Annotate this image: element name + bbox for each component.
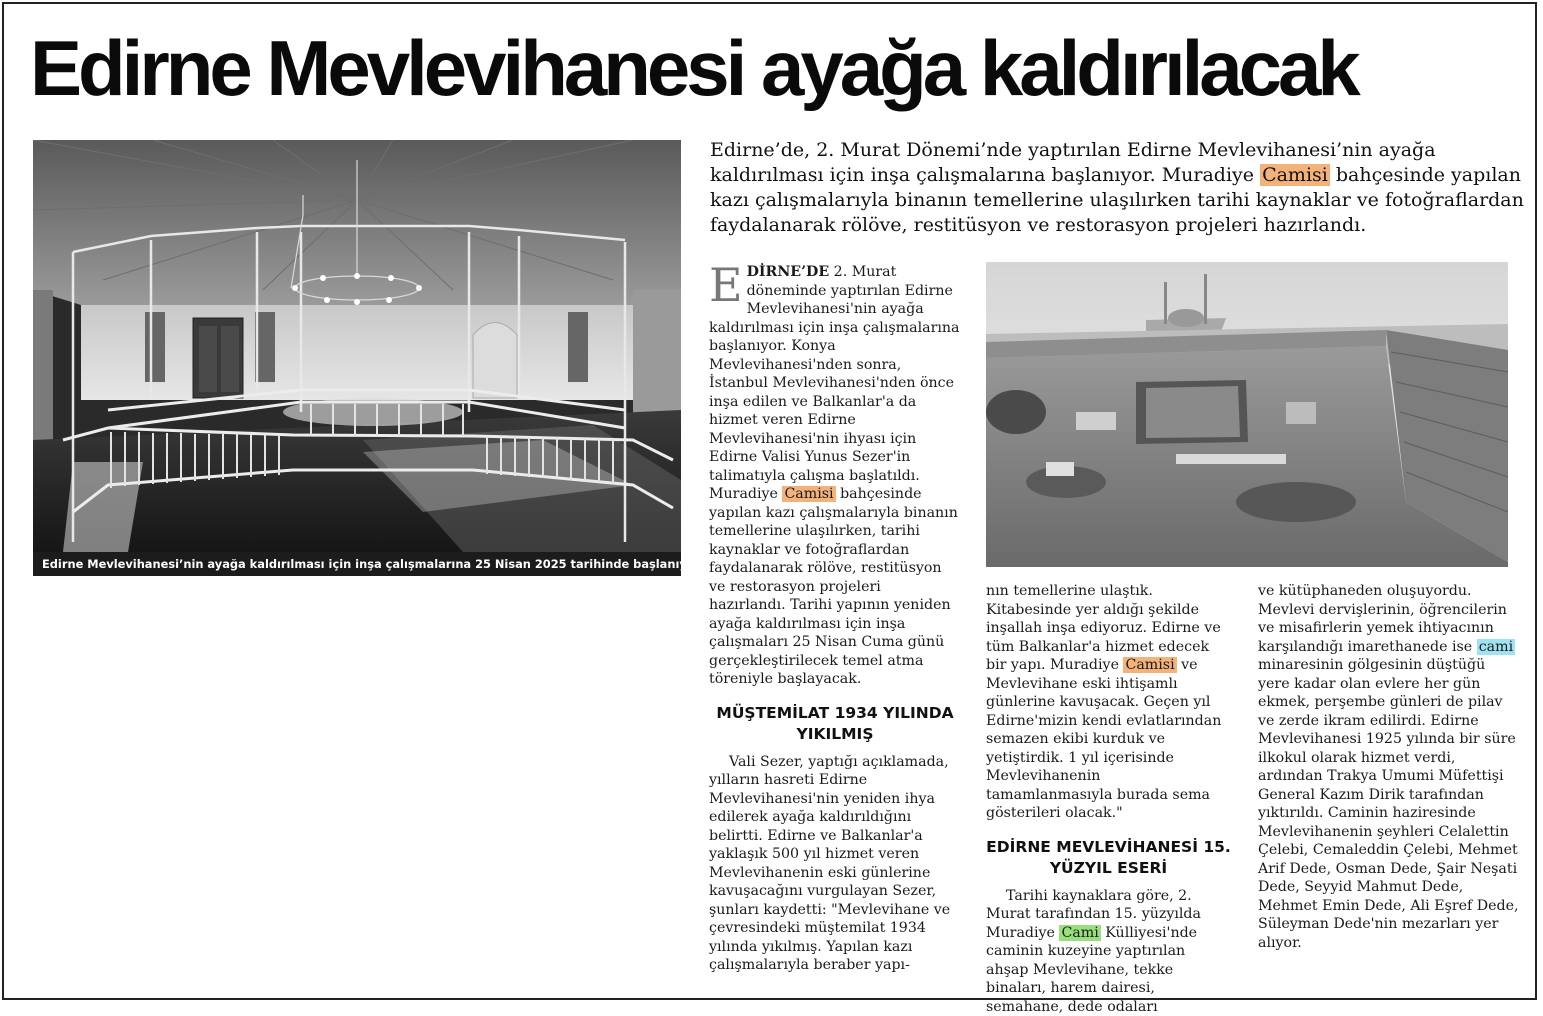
body-text: nın temellerine ulaştık. Kitabesinde yer aldığı şekilde inşallah inşa ediyoruz. Edirne ve tüm Balkanlar'a hizmet edecek bir yapı. Muradiye xyxy=(986,583,1221,673)
body-text: minaresinin gölgesinin düştüğü yere kadar olan evlere her gün ekmek, perşembe günleri de pilav ve zerde ikram edilirdi. Edirne Mevlevihanesi 1925 yılında bir süre ilkokul olarak hizmet verdi, ardından Trakya Umumi Müfettişi General Kazım Dirik tarafından yıktırıldı. Caminin haziresinde Mevlevihanenin şeyhleri Celalettin Çelebi, Cemaleddin Çelebi, Mehmet Arif Dede, Osman Dede, Şair Neşati Dede, Seyyid Mahmut Dede, Mehmet Emin Dede, Ali Eşref Dede, Süleyman Dede'nin mezarları yer alıyor. xyxy=(1258,657,1519,951)
highlight-camisi: Camisi xyxy=(1260,164,1330,186)
body-text: ve Mevlevihane eski ihtişamlı günlerine kavuşacak. Geçen yıl Edirne'mizin kendi evlatlarından semazen ekibi kurduk ve yetiştirdik. 1 yıl içerisinde Mevlevihanenin tamamlanmasıyla burada sema gösterileri olacak." xyxy=(986,657,1221,821)
headline: Edirne Mevlevihanesi ayağa kaldırılacak xyxy=(30,18,1520,118)
subheading-15-yuzyil: EDİRNE MEVLEVİHANESİ 15. YÜZYIL ESERİ xyxy=(986,837,1231,879)
lead-paragraph xyxy=(710,138,1525,238)
drop-cap: E xyxy=(709,265,743,305)
highlight-camisi: Camisi xyxy=(1123,657,1176,673)
body-text: bahçesinde yapılan kazı çalışmalarıyla binanın temellerine ulaşılırken, tarihi kaynaklar ve fotoğraflardan faydalanarak rölöve, restitüsyon ve restorasyon projeleri hazırlandı. Tarihi yapının yeniden ayağa kaldırılması için inşa çalışmaları 25 Nisan Cuma günü gerçekleştirilecek temel atma töreniyle başlayacak. xyxy=(709,486,958,687)
highlight-camisi: Camisi xyxy=(782,486,835,502)
highlight-cami: Cami xyxy=(1059,925,1100,941)
lead-text-start: Edirne’de, 2. Murat Dönemi’nde yaptırılan Edirne Mevlevihanesi’nin ayağa kaldırılması için inşa çalışmalarına başlanıyor. Muradiye xyxy=(710,139,1436,186)
lead-text-end: bahçesinde yapılan kazı çalışmalarıyla binanın temellerine ulaşılırken tarihi kaynaklar ve fotoğraflardan faydalanarak rölöve, restitüsyon ve restorasyon projeleri hazırlandı. xyxy=(710,164,1524,236)
body-column-2 xyxy=(986,582,1231,1016)
subheading-mustemilat: MÜŞTEMİLAT 1934 YILINDA YIKILMIŞ xyxy=(709,703,961,745)
body-column-3 xyxy=(1258,582,1520,952)
body-text: Külliyesi'nde caminin kuzeyine yaptırılan ahşap Mevlevihane, tekke binaları, harem dairesi, semahane, dede odaları xyxy=(986,925,1197,1015)
body-paragraph xyxy=(986,887,1231,1016)
lead-in: DİRNE’DE xyxy=(747,264,830,280)
body-text: ve kütüphaneden oluşuyordu. Mevlevi dervişlerinin, öğrencilerin ve misafirlerin yemek ihtiyacının karşılandığı imarethanede ise xyxy=(1258,583,1507,655)
body-paragraph-intro xyxy=(709,263,961,689)
excavation-site-photo xyxy=(986,262,1508,567)
body-text: Tarihi kaynaklara göre, 2. Murat tarafından 15. yüzyılda Muradiye xyxy=(986,888,1201,941)
photo-caption: Edirne Mevlevihanesi’nin ayağa kaldırılması için inşa çalışmalarına 25 Nisan 2025 tarihinde başlanıyor. xyxy=(33,552,681,576)
body-text: 2. Murat döneminde yaptırılan Edirne Mevlevihanesi'nin ayağa kaldırılması için inşa çalışmalarına başlanıyor. Konya Mevlevihanesi'nden sonra, İstanbul Mevlevihanesi'nden önce inşa edilen ve Balkanlar'a da hizmet veren Edirne Mevlevihanesi'nin ihyası için Edirne Valisi Yunus Sezer'in talimatıyla çalışma başlatıldı. Muradiye xyxy=(709,264,959,502)
semahane-interior-photo xyxy=(33,140,681,552)
body-paragraph xyxy=(986,582,1231,823)
highlight-cami: cami xyxy=(1477,639,1515,655)
body-paragraph xyxy=(1258,582,1520,952)
body-paragraph: Vali Sezer, yaptığı açıklamada, yılların hasreti Edirne Mevlevihanesi'nin yeniden ihya edilerek ayağa kaldırıldığını belirtti. Edirne ve Balkanlar'a yaklaşık 500 yıl hizmet veren Mevlevihanenin eski günlerine kavuşacağını vurgulayan Sezer, şunları kaydetti: "Mevlevihane ve çevresindeki müştemilat 1934 yılında yıkılmış. Yapılan kazı çalışmalarıyla beraber yapı- xyxy=(709,753,961,975)
body-column-1 xyxy=(709,263,961,975)
